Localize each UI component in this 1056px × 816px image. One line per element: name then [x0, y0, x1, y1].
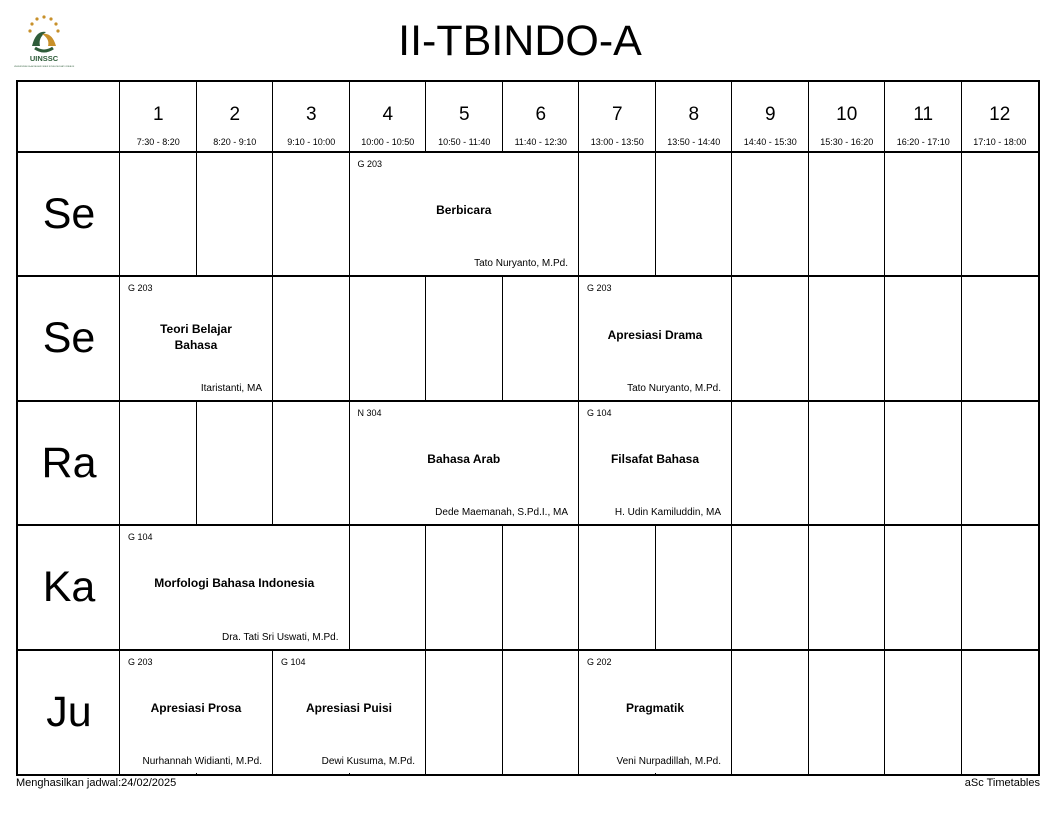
- lesson-card[interactable]: [579, 651, 731, 773]
- grid-column-line: [884, 82, 885, 774]
- lesson-room: G 104: [281, 656, 306, 667]
- period-number: 6: [535, 104, 547, 125]
- period-number: 12: [989, 104, 1011, 125]
- lesson-card[interactable]: [120, 651, 272, 773]
- period-number: 9: [764, 104, 776, 125]
- grid-column-line: [731, 82, 732, 774]
- lesson-subject: Pragmatik: [625, 700, 685, 715]
- period-number: 8: [688, 104, 700, 125]
- lesson-card[interactable]: [120, 277, 272, 399]
- lesson-teacher: Tato Nuryanto, M.Pd.: [474, 258, 568, 270]
- lesson-teacher: Nurhannah Widianti, M.Pd.: [142, 755, 262, 767]
- lesson-room: G 203: [128, 283, 153, 294]
- period-number: 11: [913, 104, 934, 125]
- lesson-subject: Filsafat Bahasa: [610, 451, 700, 466]
- day-label: Ka: [42, 563, 96, 612]
- lesson-room: G 104: [587, 407, 612, 418]
- period-number: 2: [229, 104, 241, 125]
- period-number: 4: [382, 104, 394, 125]
- lesson-subject: Morfologi Bahasa Indonesia: [154, 576, 315, 591]
- page-title: II-TBINDO-A: [398, 17, 642, 65]
- period-header: [503, 82, 580, 152]
- period-number: 7: [611, 104, 623, 125]
- lesson-room: G 203: [587, 283, 612, 294]
- logo-subtext: UNIVERSITAS ISLAM NEGERI SIBER SYEKH NURJATI CIREBON: [13, 66, 75, 68]
- period-time: 13:00 - 13:50: [590, 137, 644, 147]
- period-header: [350, 82, 427, 152]
- lesson-room: N 304: [357, 407, 382, 418]
- period-number: 5: [458, 104, 470, 125]
- period-header: [732, 82, 809, 152]
- lesson-subject: Berbicara: [436, 203, 492, 218]
- period-time: 9:10 - 10:00: [287, 137, 336, 147]
- period-time: 8:20 - 9:10: [213, 137, 257, 147]
- lesson-card[interactable]: [579, 277, 731, 399]
- period-header: [273, 82, 350, 152]
- period-time: 10:50 - 11:40: [438, 137, 491, 147]
- period-header: [962, 82, 1039, 152]
- day-label: Ju: [46, 687, 92, 736]
- period-time: 14:40 - 15:30: [743, 137, 797, 147]
- period-header: [885, 82, 962, 152]
- lesson-teacher: H. Udin Kamiluddin, MA: [614, 507, 721, 519]
- period-header: [579, 82, 656, 152]
- period-header: [656, 82, 733, 152]
- lesson-subject: Bahasa Arab: [427, 451, 501, 466]
- lesson-teacher: Itaristanti, MA: [200, 382, 262, 394]
- grid-column-line: [961, 82, 962, 774]
- lesson-subject: Apresiasi Prosa: [150, 700, 242, 715]
- lesson-teacher: Dewi Kusuma, M.Pd.: [321, 755, 415, 767]
- period-time: 7:30 - 8:20: [136, 137, 180, 147]
- day-label: Se: [42, 190, 96, 238]
- lesson-subject: Teori Belajar Bahasa: [160, 321, 232, 352]
- lesson-subject: Apresiasi Drama: [607, 327, 703, 342]
- timetable-grid: [16, 80, 1040, 776]
- day-label: Se: [42, 314, 96, 363]
- lesson-card[interactable]: [120, 526, 349, 648]
- grid-column-line: [808, 82, 809, 774]
- period-number: 10: [836, 104, 858, 125]
- lesson-teacher: Veni Nurpadillah, M.Pd.: [616, 755, 721, 767]
- period-time: 16:20 - 17:10: [896, 137, 950, 147]
- period-time: 15:30 - 16:20: [820, 137, 874, 147]
- period-time: 11:40 - 12:30: [514, 137, 567, 147]
- period-number: 3: [305, 104, 317, 125]
- period-time: 10:00 - 10:50: [361, 137, 415, 147]
- lesson-room: G 203: [357, 159, 383, 169]
- lesson-room: G 202: [587, 656, 612, 667]
- lesson-teacher: Dede Maemanah, S.Pd.I., MA: [435, 507, 568, 519]
- lesson-teacher: Dra. Tati Sri Uswati, M.Pd.: [221, 631, 339, 643]
- generated-date: Menghasilkan jadwal:24/02/2025: [16, 777, 177, 789]
- logo-text: UINSSC: [29, 54, 59, 63]
- period-header: [197, 82, 274, 152]
- lesson-room: G 203: [128, 656, 153, 667]
- period-header: [426, 82, 503, 152]
- lesson-card[interactable]: [350, 402, 579, 524]
- lesson-room: G 104: [128, 532, 153, 543]
- brand-label: aSc Timetables: [964, 777, 1040, 789]
- period-header: [120, 82, 197, 152]
- lesson-teacher: Tato Nuryanto, M.Pd.: [627, 382, 721, 394]
- period-time: 13:50 - 14:40: [667, 137, 721, 147]
- period-header: [809, 82, 886, 152]
- day-label: Ra: [41, 438, 97, 487]
- lesson-card[interactable]: [350, 153, 579, 275]
- lesson-card[interactable]: [579, 402, 731, 524]
- period-number: 1: [152, 104, 164, 125]
- lesson-subject: Apresiasi Puisi: [305, 700, 393, 715]
- period-time: 17:10 - 18:00: [973, 137, 1027, 147]
- lesson-card[interactable]: [273, 651, 425, 773]
